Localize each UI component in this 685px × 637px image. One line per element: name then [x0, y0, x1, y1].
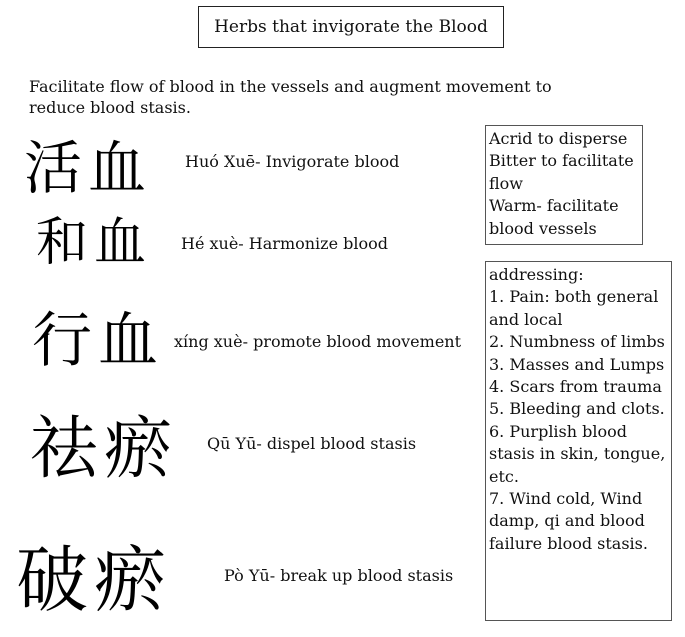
addressing-item: 2. Numbness of limbs [489, 332, 665, 352]
intro-text: Facilitate flow of blood in the vessels and augment movement to reduce blood stasis. [29, 77, 552, 117]
property-item: Warm- facilitate blood vessels [489, 196, 619, 238]
hanzi-qu-yu: 祛瘀 [30, 410, 179, 489]
hanzi-po-yu: 破瘀 [16, 538, 173, 622]
property-item: Bitter to facilitate flow [489, 151, 634, 193]
property-item: Acrid to disperse [489, 129, 628, 148]
addressing-item: 4. Scars from trauma [489, 377, 662, 397]
hanzi-he-xue: 和血 [36, 213, 153, 273]
term-huo-xue: Huó Xuē- Invigorate blood [185, 152, 400, 171]
addressing-heading: addressing: [489, 265, 584, 284]
addressing-item: 7. Wind cold, Wind damp, qi and blood failure blood stasis. [489, 489, 648, 553]
term-po-yu: Pò Yū- break up blood stasis [224, 566, 454, 585]
term-he-xue: Hé xuè- Harmonize blood [181, 234, 389, 253]
hanzi-huo-xue: 活血 [24, 134, 153, 202]
term-xing-xue: xíng xuè- promote blood movement [174, 332, 462, 351]
properties-list [489, 128, 639, 240]
addressing-item: 3. Masses and Lumps [489, 354, 665, 374]
addressing-item: 5. Bleeding and clots. [489, 399, 665, 419]
hanzi-xing-xue: 行血 [32, 306, 164, 376]
addressing-item: 1. Pain: both general and local [489, 287, 659, 329]
title-box [198, 6, 504, 48]
properties-box [485, 125, 643, 245]
addressing-list [489, 286, 668, 555]
addressing-box [485, 261, 672, 621]
page-title: Herbs that invigorate the Blood [214, 17, 488, 37]
term-qu-yu: Qū Yū- dispel blood stasis [207, 434, 417, 453]
addressing-item: 6. Purplish blood stasis in skin, tongue, etc. [489, 421, 666, 486]
